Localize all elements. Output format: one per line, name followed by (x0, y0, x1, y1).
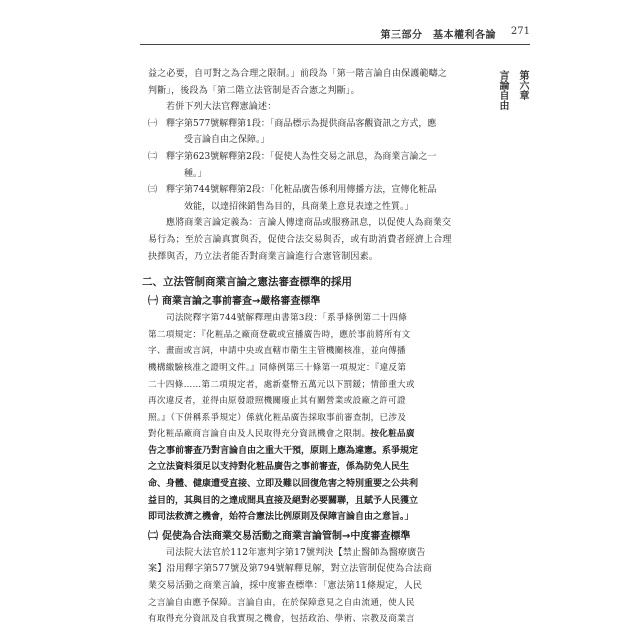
list-item-continuation: 受言論自由之保障。」 (184, 135, 270, 146)
paragraph-line: 有取得充分資訊及自我實現之機會，包括政治、學術、宗教及商業言 (148, 614, 415, 625)
paragraph-line: 第二項規定：『化粧品之廠商登載或宣播廣告時，應於事前將所有文 (148, 329, 411, 340)
paragraph-line: 照。』（下併稱系爭規定）係就化粧品廣告採取事前審查制，已涉及 (148, 412, 407, 423)
bold-paragraph-line: 之立法資料須足以支持對化粧品廣告之事前審查，係為防免人民生 (148, 462, 410, 473)
paragraph-line: 對化粧品廠商言論自由及人民取得充分資訊機會之限制。按化粧品廣 (148, 429, 415, 440)
interpretation-list (148, 116, 508, 216)
section-heading: 二、立法管制商業言論之憲法審查標準的採用 (142, 276, 352, 289)
paragraph-line: 字、畫面或言詞，申請中央或直轄市衛生主管機關核准，並向傳播 (148, 346, 406, 357)
paragraph-line: 司法院釋字第744號解釋理由書第3段：「系爭條例第二十四條 (166, 313, 408, 324)
intro-line: 若併下列大法官釋憲論述： (166, 102, 277, 113)
bold-paragraph-line: 益目的，其與目的之達成間具直接及絕對必要關聯，且賦予人民獲立 (148, 495, 419, 506)
paragraph-line: 案】沿用釋字第577號及第794號解釋見解，對立法管制促使為合法商 (148, 564, 432, 575)
paragraph-line: 二十四條……第二項規定者，處新臺幣五萬元以下罰鍰；情節重大或 (148, 379, 415, 390)
list-item: ㈢ 釋字第744號解釋第2段：「化粧品廣告係利用傳播方法，宣傳化粧品 (148, 185, 437, 196)
list-item-continuation: 種。」 (184, 168, 207, 179)
subsection-heading: ㈡ 促使為合法商業交易活動之商業言論管制→中度審查標準 (148, 530, 411, 542)
bold-paragraph-line: 命、身體、健康遭受直接、立即及難以回復危害之特別重要之公共利 (148, 479, 419, 490)
paragraph-line: 業交易活動之商業言論，採中度審查標準：「憲法第11條規定，人民 (148, 581, 423, 592)
chapter-title: 言論自由 (497, 70, 508, 110)
bold-emphasis: 按化粧品廣 (370, 429, 415, 440)
running-header (140, 22, 530, 45)
subsection-heading: ㈠ 商業言論之事前審查→嚴格審查標準 (148, 296, 321, 308)
definition-line: 應將商業言論定義為：言論人傳達商品或服務訊息，以促使人為商業交 (166, 218, 452, 229)
paragraph-line: 機構繳驗核准之證明文件。』同條例第三十條第一項規定：『違反第 (148, 362, 407, 373)
bold-paragraph-line: 告之事前審查乃對言論自由之重大干預，原則上應為違憲。系爭規定 (148, 445, 419, 456)
list-item: ㈡ 釋字第623號解釋第2段：「促使人為性交易之訊息，為商業言論之一 (148, 151, 437, 162)
definition-line: 抉擇與否，乃立法者能否對商業言論進行合憲管制因素。 (148, 251, 379, 262)
body-text (142, 66, 508, 628)
list-item-continuation: 效能，以達招徠銷售為目的，具商業上意見表達之性質。」 (184, 201, 414, 212)
paragraph-line: 之言論自由應予保障。言論自由，在於保障意見之自由流通，使人民 (148, 597, 415, 608)
paragraph-line: 再次違反者，並得由原發證照機關廢止其有關營業或設廠之許可證 (148, 396, 406, 407)
bold-paragraph-line: 即司法救濟之機會，始符合憲法比例原則及保障言論自由之意旨。」 (148, 512, 414, 523)
chapter-number: 第六章 (517, 70, 528, 100)
paragraph-line: 司法院大法官於112年憲判字第17號判決【禁止醫師為醫療廣告 (166, 547, 426, 558)
intro-line: 益之必要，自可對之為合理之限制。」前段為「第一階言論自由保護範疇之 (148, 69, 448, 79)
chapter-side-tab (497, 70, 532, 110)
intro-line: 判斷」，後段為「第二階立法管制是否合憲之判斷」。 (148, 85, 360, 96)
header-part-title: 第三部分 基本權利各論 (380, 30, 496, 41)
list-item: ㈠ 釋字第577號解釋第1段：「商品標示為提供商品客觀資訊之方式，應 (148, 118, 437, 129)
definition-line: 易行為；至於言論真實與否，促使合法交易與否，或有助消費者經濟上合理 (148, 234, 452, 245)
page-number: 271 (510, 26, 530, 37)
